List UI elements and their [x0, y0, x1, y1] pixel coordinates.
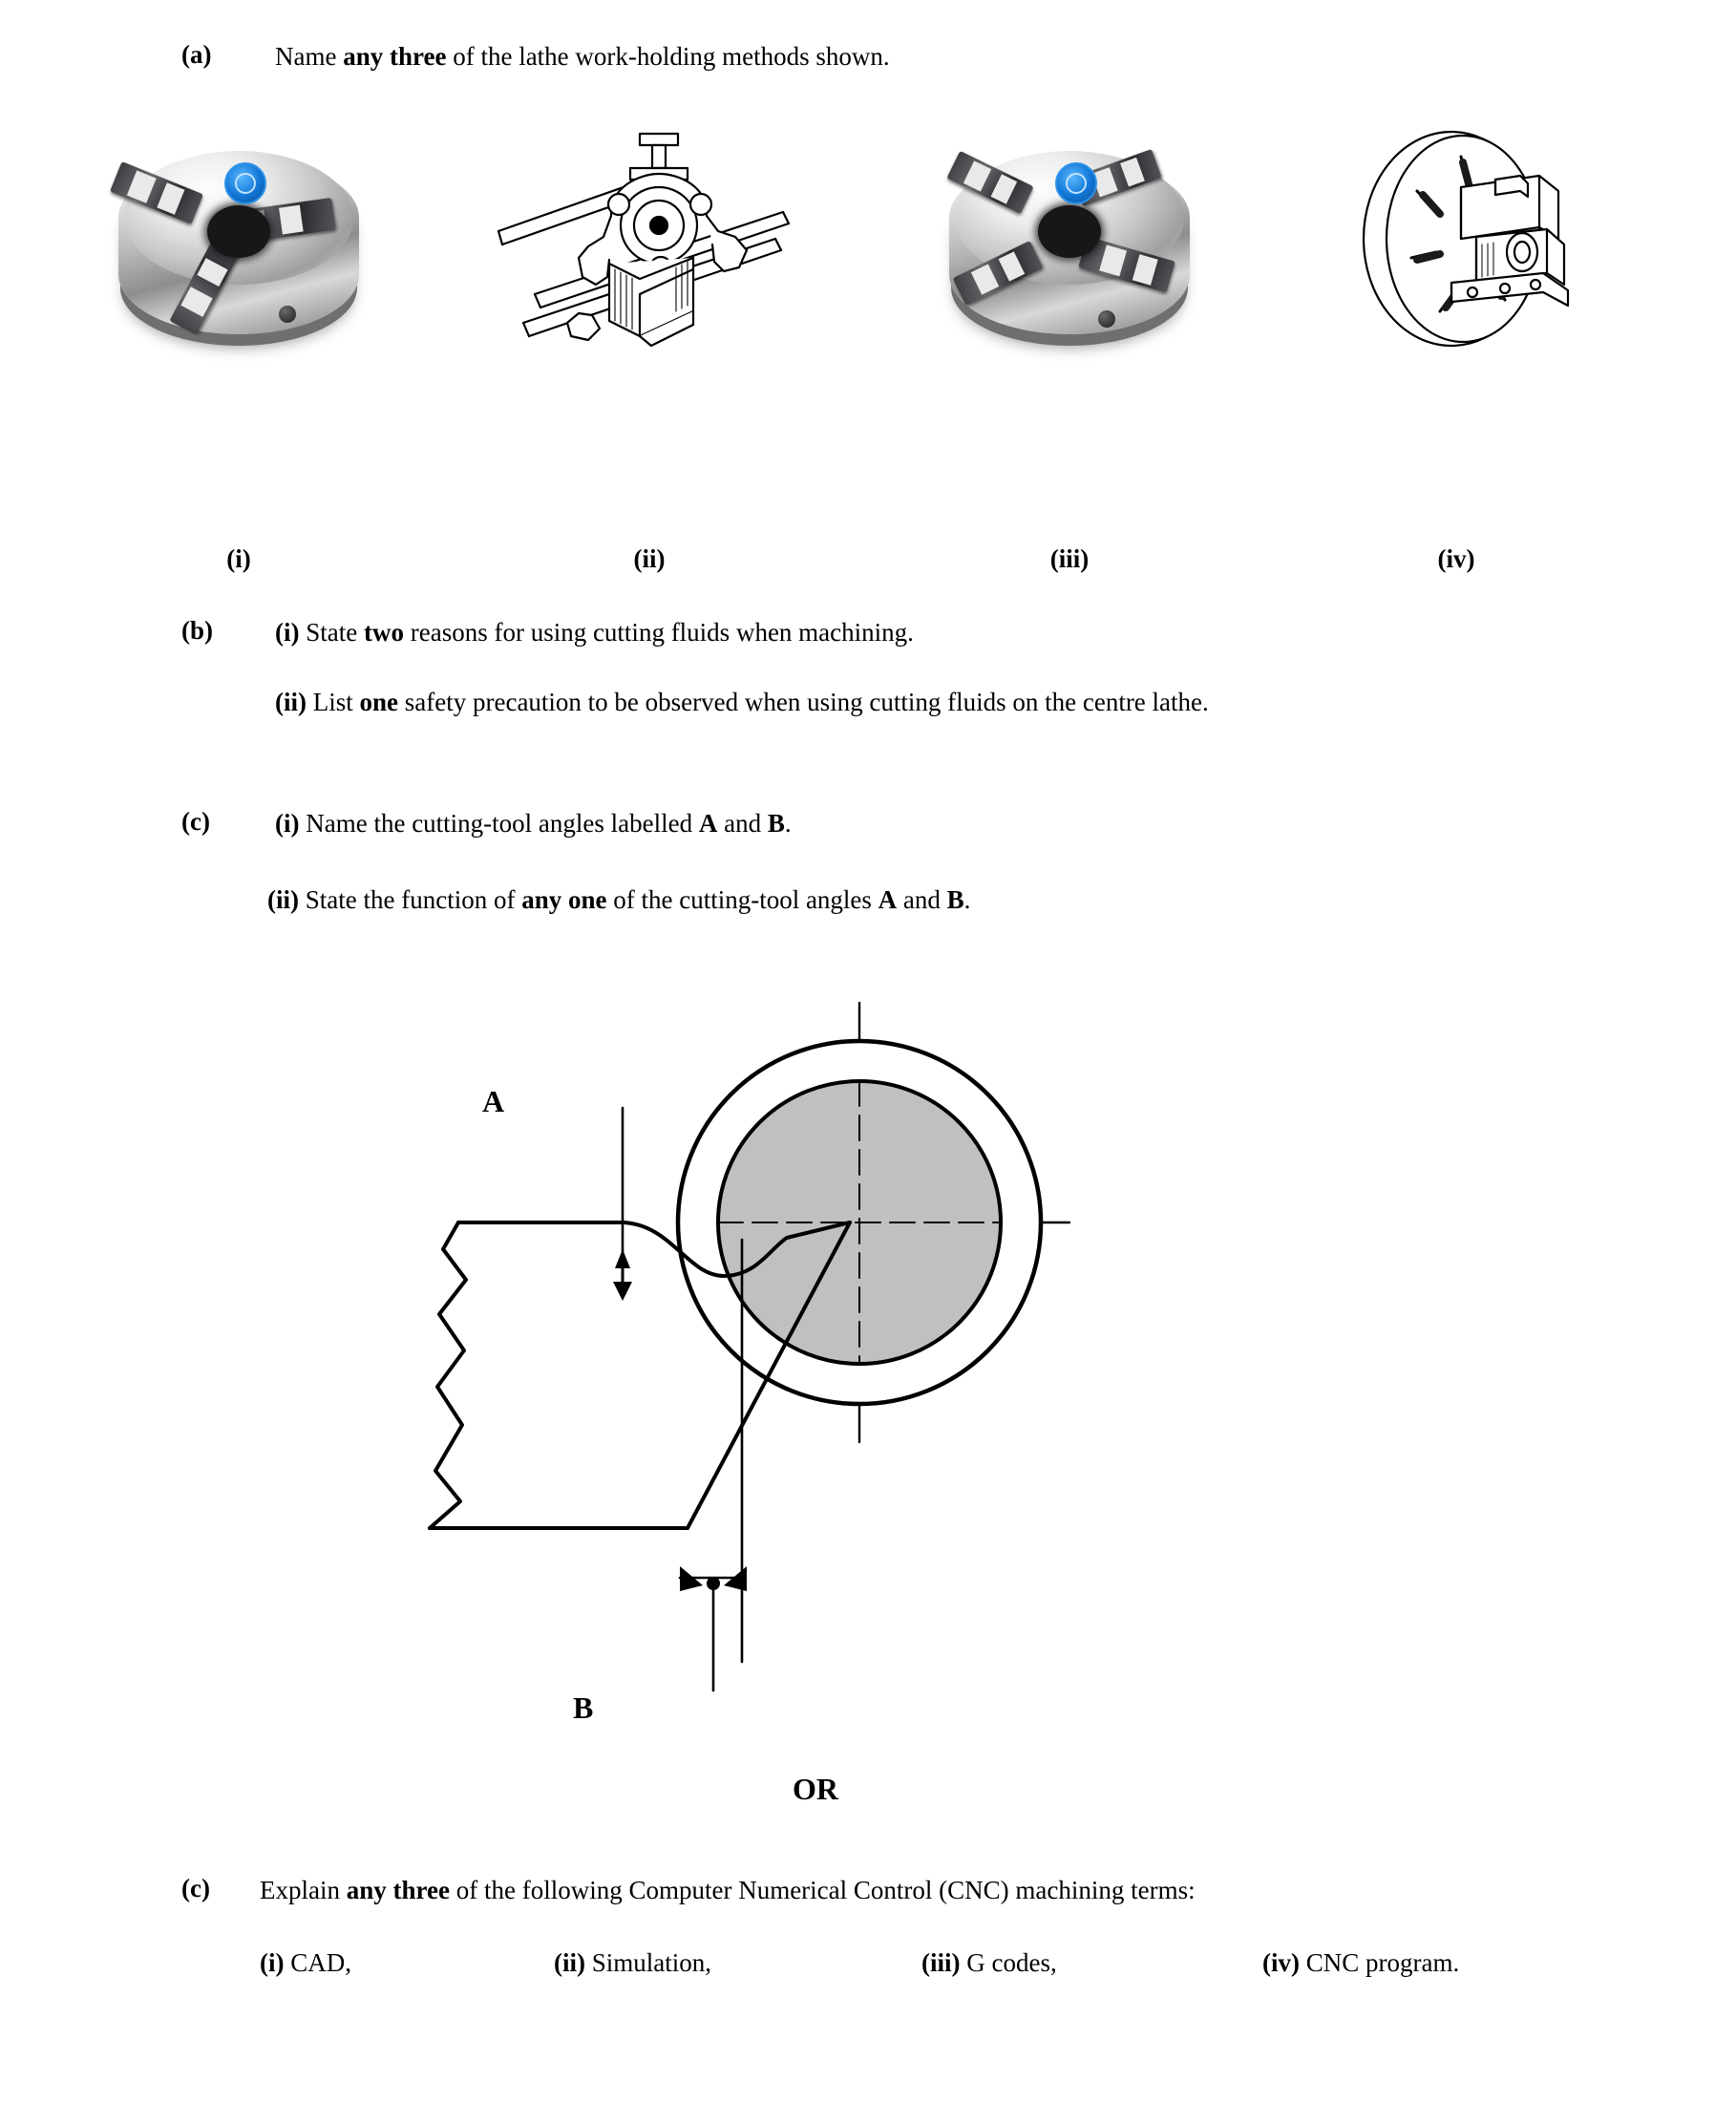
or-separator: OR — [793, 1772, 838, 1806]
faceplate-line-drawing — [1318, 124, 1595, 363]
part-a-text-bold: any three — [343, 42, 447, 71]
figure-caption-ii: (ii) — [633, 544, 666, 573]
part-c-i-before: Name the cutting-tool angles labelled — [299, 809, 699, 838]
figure-caption-iii: (iii) — [1049, 544, 1090, 573]
angle-label-b: B — [573, 1690, 594, 1725]
four-jaw-chuck-photo — [926, 124, 1213, 363]
cnc-term-i — [260, 1948, 351, 1978]
part-c-i-num: (i) — [275, 809, 300, 838]
part-c-i-after: . — [784, 809, 792, 838]
cnc-term-ii — [554, 1948, 711, 1978]
part-a-text-after: of the lathe work-holding methods shown. — [446, 42, 890, 71]
part-b-i-num: (i) — [275, 618, 300, 647]
part-b-item-i — [275, 616, 914, 648]
cnc-term-iii-label: G codes, — [966, 1948, 1057, 1977]
cnc-term-iii-num: (iii) — [921, 1948, 961, 1977]
part-c-ii-after: . — [963, 885, 971, 914]
part-a-tag: (a) — [181, 40, 212, 69]
part-c-i-mid: and — [717, 809, 768, 838]
part-b-tag: (b) — [181, 616, 213, 645]
figure-caption-iv: (iv) — [1437, 544, 1475, 573]
alt-part-c-tag: (c) — [181, 1874, 210, 1902]
part-a-text — [275, 40, 890, 73]
angle-label-a: A — [482, 1084, 505, 1118]
cnc-term-iv-label: CNC program. — [1305, 1948, 1460, 1977]
part-c-item-ii — [267, 883, 970, 916]
part-c-ii-bold: any one — [521, 885, 607, 914]
chuck-brand-logo-icon — [1055, 162, 1097, 204]
steady-rest-line-drawing — [497, 124, 802, 363]
chuck-brand-logo-icon — [224, 162, 266, 204]
part-b-ii-before: List — [307, 688, 360, 716]
alt-part-c-before: Explain — [260, 1876, 347, 1904]
cutting-tool-angle-diagram — [401, 993, 1318, 1757]
part-b-i-before: State — [299, 618, 364, 647]
part-b-item-ii — [275, 686, 1209, 718]
cnc-term-iv — [1262, 1948, 1459, 1978]
part-b-i-bold: two — [363, 618, 404, 647]
part-b-ii-bold: one — [359, 688, 399, 716]
cnc-term-iv-num: (iv) — [1262, 1948, 1300, 1977]
cnc-term-ii-label: Simulation, — [591, 1948, 712, 1977]
part-b-ii-after: safety precaution to be observed when using cutting fluids on the centre lathe. — [398, 688, 1209, 716]
cnc-term-ii-num: (ii) — [554, 1948, 585, 1977]
alt-part-c-after: of the following Computer Numerical Control (CNC) machining terms: — [449, 1876, 1196, 1904]
cnc-term-i-label: CAD, — [290, 1948, 351, 1977]
alt-part-c-text — [260, 1874, 1196, 1906]
part-c-i-bold-a: A — [698, 809, 718, 838]
part-a-text-before: Name — [275, 42, 344, 71]
part-b-i-after: reasons for using cutting fluids when machining. — [403, 618, 914, 647]
part-c-tag: (c) — [181, 807, 210, 836]
part-c-ii-before: State the function of — [299, 885, 522, 914]
part-c-ii-bold-b: B — [946, 885, 964, 914]
cnc-term-i-num: (i) — [260, 1948, 285, 1977]
work-holding-figure-strip — [86, 124, 1652, 573]
alt-part-c-bold: any three — [346, 1876, 450, 1904]
cnc-term-iii — [921, 1948, 1057, 1978]
part-c-i-bold-b: B — [767, 809, 785, 838]
part-c-item-i — [275, 807, 792, 839]
figure-caption-i: (i) — [226, 544, 251, 573]
part-c-ii-mid: of the cutting-tool angles — [606, 885, 879, 914]
part-c-ii-and: and — [897, 885, 947, 914]
part-b-ii-num: (ii) — [275, 688, 307, 716]
part-c-ii-num: (ii) — [267, 885, 299, 914]
three-jaw-chuck-photo — [95, 124, 382, 363]
part-c-ii-bold-a: A — [878, 885, 898, 914]
